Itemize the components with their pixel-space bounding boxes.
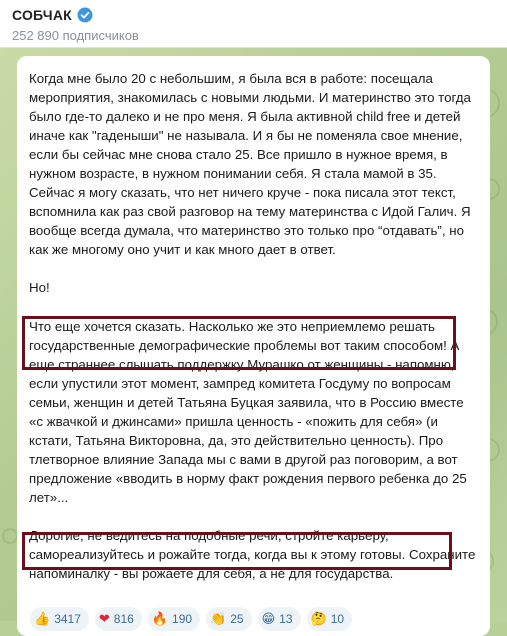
verified-badge-icon xyxy=(77,7,93,23)
channel-header[interactable] xyxy=(0,0,507,48)
message-bubble[interactable] xyxy=(17,56,490,636)
post-paragraph-1: Когда мне было 20 с небольшим, я была вся в работе: посещала мероприятия, знакомилась с новыми людьми. И материнство это тогда было где-то далеко и не про меня. Я была активной child free и детей иначе как "гаденыши" не называла. И я бы не поменяла свое мнение, если бы сейчас мне снова стало 25. Все пришло в нужное время, в нужном возрасте, в нужном понимании себя. Я стала мамой в 35. Сейчас я могу сказать, что нет ничего круче - пока писала этот текст, вспомнила как раз свой разговор на тему материнства с Идой Галич. Я вообще всегда думала, что материнство это только про “отдавать”, но как же многому оно учит и как много дает в ответ. xyxy=(29,71,471,258)
reaction-clap[interactable] xyxy=(206,607,252,631)
reactions-bar xyxy=(30,607,352,631)
reaction-grin[interactable] xyxy=(258,607,301,631)
heart-icon: ❤ xyxy=(98,611,110,627)
reaction-thinking[interactable] xyxy=(307,607,353,631)
channel-name[interactable]: СОБЧАК xyxy=(12,7,72,23)
subscriber-count: 252 890 подписчиков xyxy=(12,28,139,43)
reaction-count: 190 xyxy=(172,612,193,626)
grin-icon: 😁 xyxy=(261,611,276,627)
reaction-count: 10 xyxy=(330,612,345,626)
reaction-count: 25 xyxy=(230,612,244,626)
reaction-thumbs-up[interactable] xyxy=(30,607,89,631)
fire-icon: 🔥 xyxy=(151,611,169,627)
channel-title-row xyxy=(12,7,93,23)
reaction-heart[interactable] xyxy=(95,607,142,631)
thumbs-up-icon: 👍 xyxy=(34,611,51,627)
post-paragraph-2: Но! xyxy=(29,280,50,296)
post-paragraph-3: Что еще хочется сказать. Насколько же это неприемлемо решать государственные демографические проблемы вот таким способом! А еще страннее слышать поддержку Мурашко от женщины - напомню, если упустили этот момент, зампред комитета Госдуму по вопросам семьи, женщин и детей Татьяна Буцкая заявила, что в Россию вместе «с жвачкой и джинсами» пришла ценность - «пожить для себя» (и кстати, Татьяна Викторовна, да, это действительно ценность). Про тлетворное влияние Запада мы с вами в другой раз поговорим, а вот предложение «вводить в норму факт рождения первого ребенка до 25 лет»... xyxy=(29,318,467,505)
post-paragraph-4: Дорогие, не ведитесь на подобные речи, стройте карьеру, самореализуйтесь и рожайте тогда, когда вы к этому готовы. Сохраните напоминалку - вы рожаете для себя, а не для государства. xyxy=(29,527,476,582)
reaction-count: 13 xyxy=(279,612,293,626)
reaction-fire[interactable] xyxy=(148,607,200,631)
thinking-icon: 🤔 xyxy=(310,611,327,627)
clap-icon: 👏 xyxy=(210,611,227,627)
reaction-count: 816 xyxy=(113,612,134,626)
reaction-count: 3417 xyxy=(54,612,81,626)
